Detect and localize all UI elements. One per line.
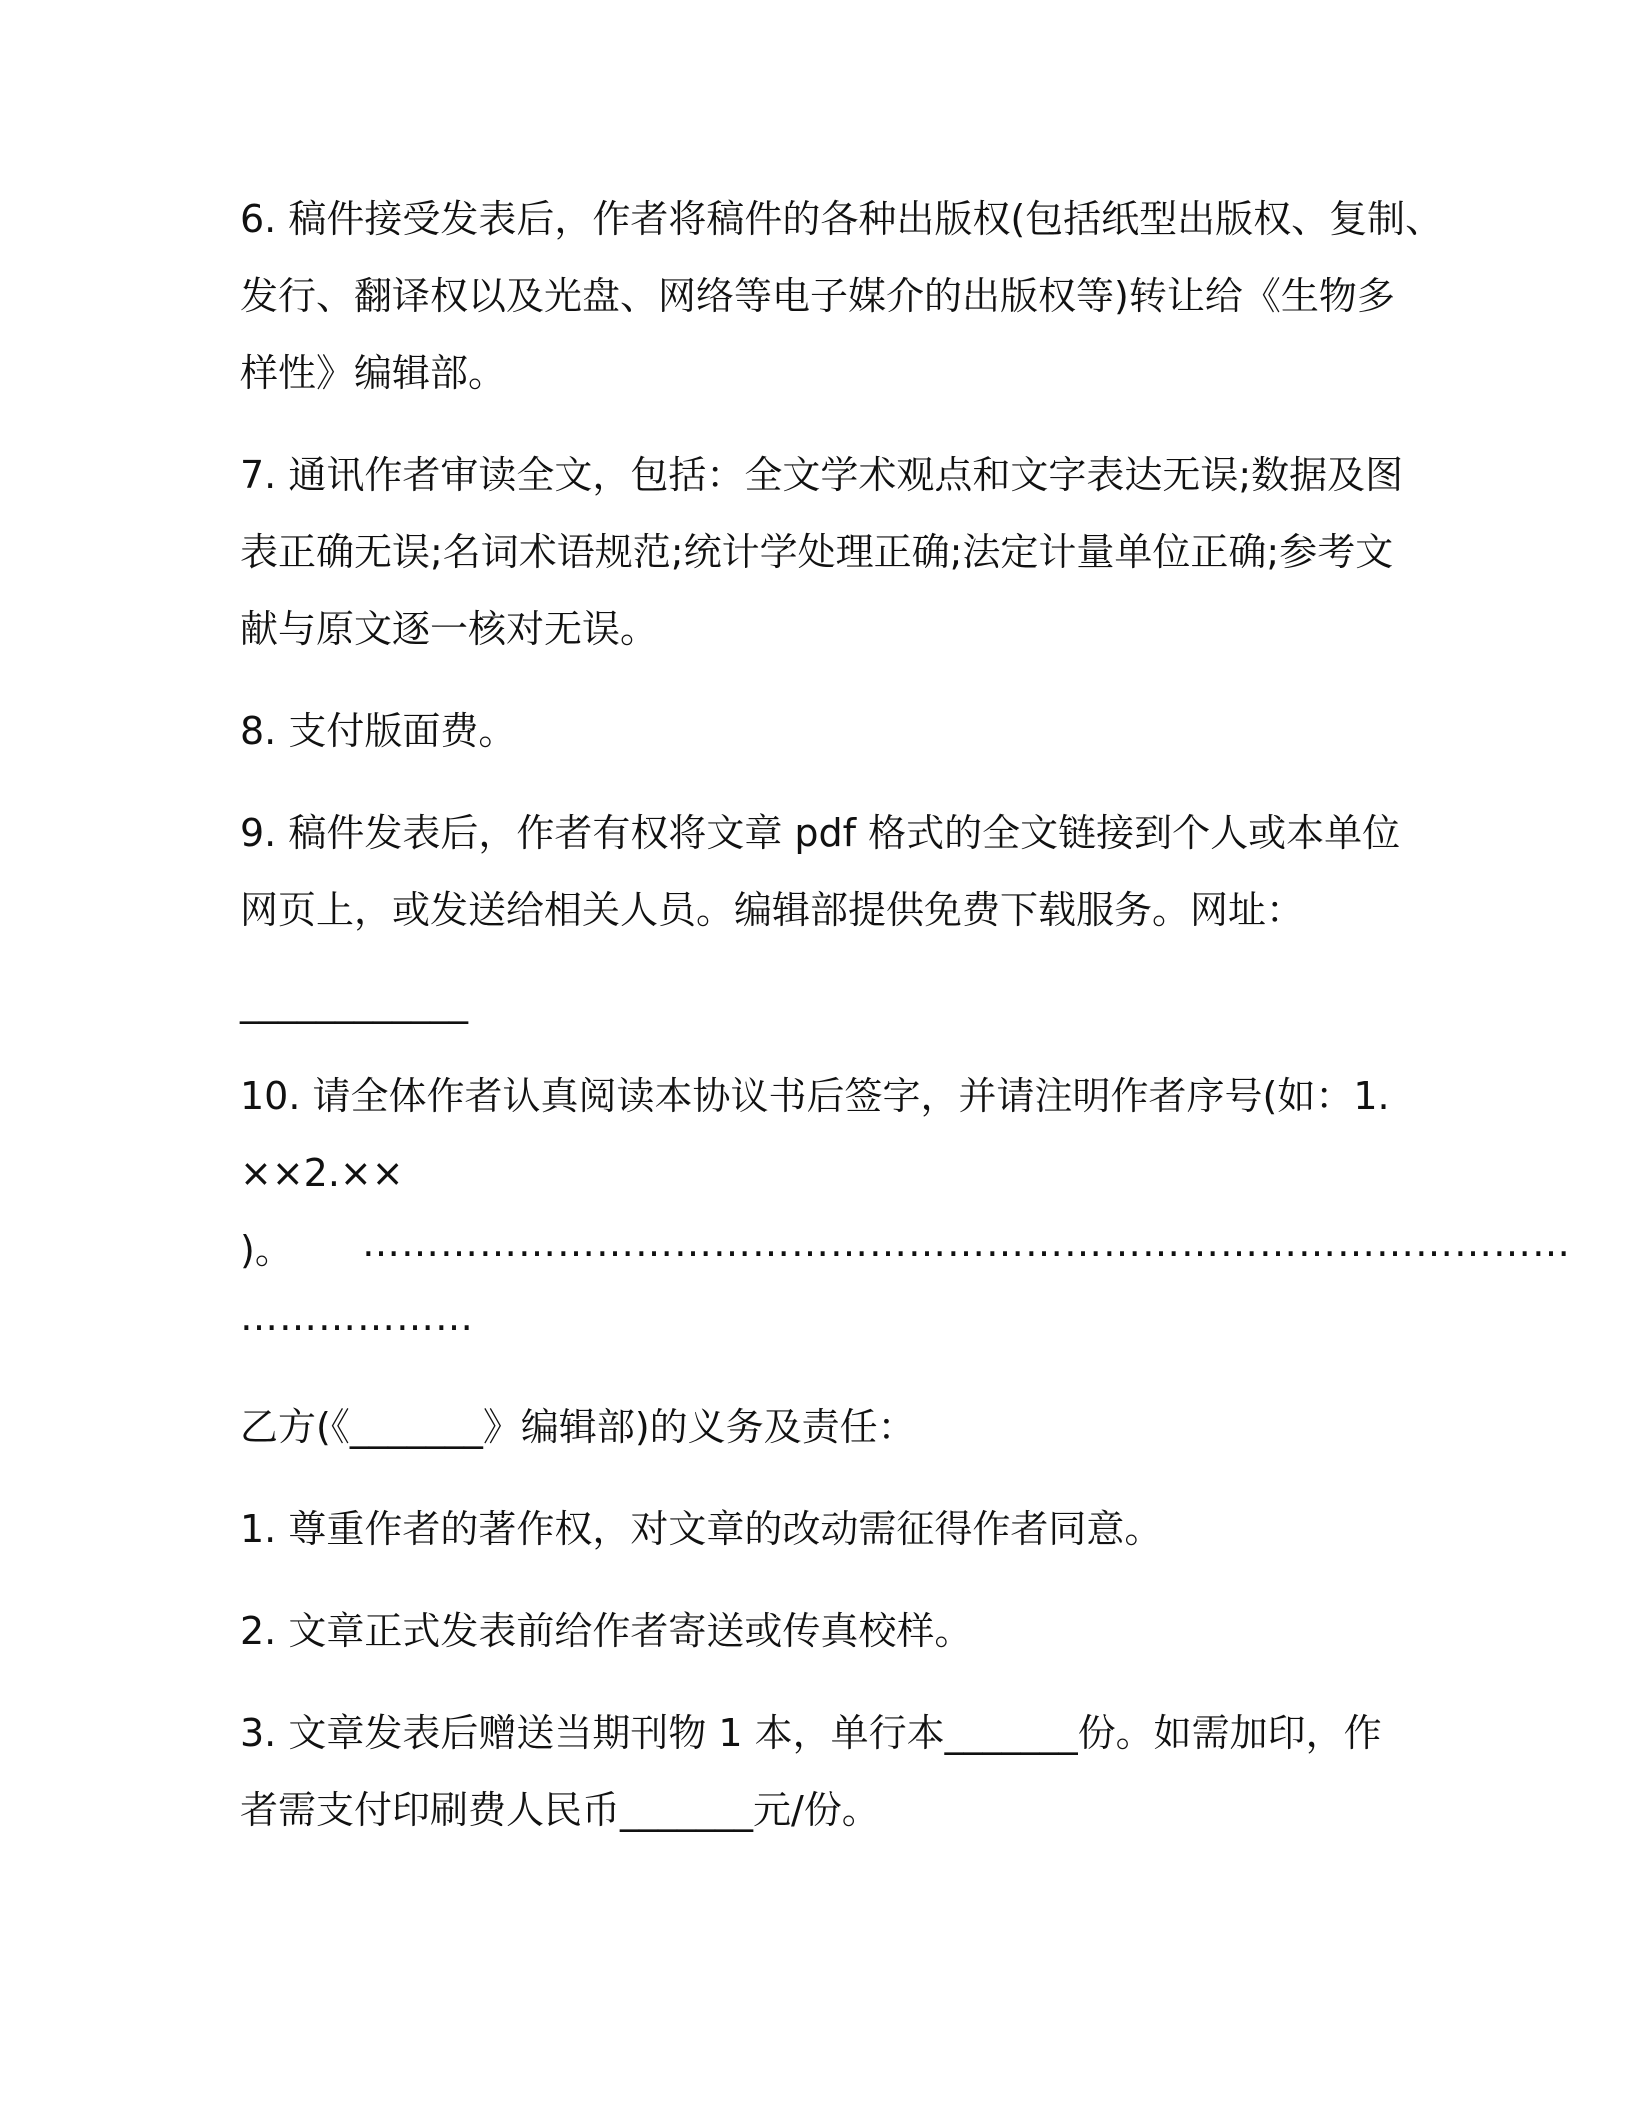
clause-10-line-2: ××2.×× [240, 1151, 404, 1195]
clause-6-line-3: 样性》编辑部。 [240, 351, 507, 395]
signature-dots-1: ………………………………………………………………………………… [362, 1221, 1571, 1265]
url-blank: ____________ [240, 980, 468, 1024]
clause-7-line-3: 献与原文逐一核对无误。 [240, 607, 659, 651]
clause-9-line-1: 9. 稿件发表后，作者有权将文章 pdf 格式的全文链接到个人或本单位 [240, 811, 1401, 855]
party-b-clause-2: 2. 文章正式发表前给作者寄送或传真校样。 [240, 1609, 973, 1653]
clause-10-line-1: 10. 请全体作者认真阅读本协议书后签字，并请注明作者序号(如：1. [240, 1074, 1390, 1118]
clause-10-line-3: )。 [240, 1228, 293, 1272]
clause-6-line-2: 发行、翻译权以及光盘、网络等电子媒介的出版权等)转让给《生物多 [240, 274, 1395, 318]
party-b-clause-3-line-1: 3. 文章发表后赠送当期刊物 1 本，单行本_______份。如需加印，作 [240, 1711, 1382, 1755]
signature-dots-2: ……………… [240, 1295, 474, 1339]
party-b-heading: 乙方(《_______》编辑部)的义务及责任： [240, 1405, 916, 1449]
clause-7-line-1: 7. 通讯作者审读全文，包括：全文学术观点和文字表达无误;数据及图 [240, 453, 1404, 497]
clause-9-line-2: 网页上，或发送给相关人员。编辑部提供免费下载服务。网址： [240, 888, 1305, 932]
clause-7-line-2: 表正确无误;名词术语规范;统计学处理正确;法定计量单位正确;参考文 [240, 530, 1394, 574]
clause-8: 8. 支付版面费。 [240, 709, 517, 753]
clause-6-line-1: 6. 稿件接受发表后，作者将稿件的各种出版权(包括纸型出版权、复制、 [240, 197, 1444, 241]
party-b-clause-1: 1. 尊重作者的著作权，对文章的改动需征得作者同意。 [240, 1507, 1163, 1551]
party-b-clause-3-line-2: 者需支付印刷费人民币_______元/份。 [240, 1788, 880, 1832]
